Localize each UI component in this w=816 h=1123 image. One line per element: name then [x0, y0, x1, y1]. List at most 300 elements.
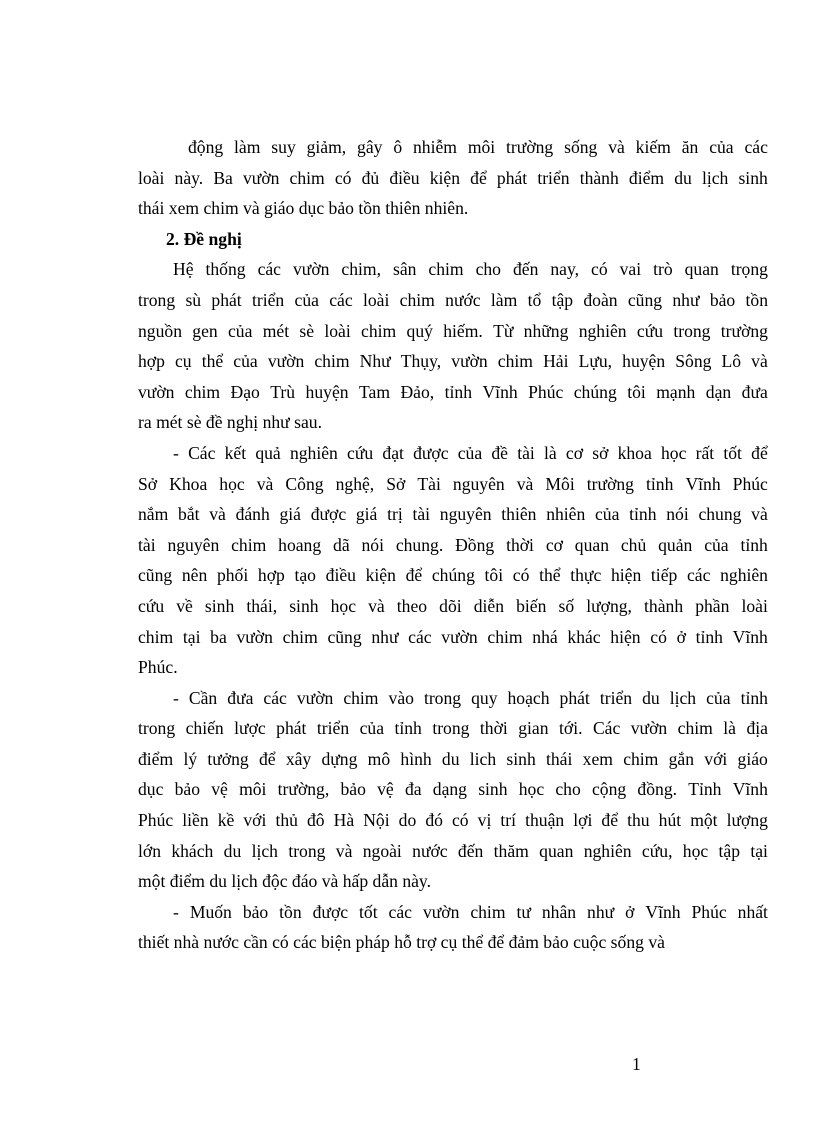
- word: Môi: [545, 473, 575, 494]
- word: của: [294, 289, 319, 310]
- word: và: [256, 473, 274, 494]
- word: sinh: [506, 748, 536, 769]
- word: gây: [357, 137, 383, 157]
- word: đề: [491, 442, 508, 463]
- word: cũng: [138, 565, 173, 586]
- word: do: [398, 810, 417, 831]
- word: sinh: [289, 595, 319, 616]
- word: vườn: [441, 626, 478, 647]
- word: bắt: [178, 504, 200, 525]
- word: kiện: [429, 167, 461, 188]
- word: và: [368, 595, 385, 616]
- word: suy: [271, 137, 296, 157]
- word: hoang: [278, 534, 322, 555]
- word: tưởng: [207, 748, 249, 769]
- word: đến: [512, 259, 539, 280]
- word: hợp: [138, 351, 165, 372]
- word: nước: [412, 840, 448, 861]
- word: Sông: [675, 351, 712, 372]
- word: Vĩnh: [685, 473, 721, 494]
- word: dã: [333, 534, 350, 555]
- word: lich: [469, 748, 497, 769]
- word: huyện: [622, 351, 666, 372]
- word: vai: [619, 259, 642, 280]
- text-line: ra mét sè đề nghị như sau.: [138, 412, 322, 433]
- word: các: [388, 901, 412, 922]
- word: khách: [171, 840, 214, 861]
- word: sinh: [204, 595, 235, 616]
- word: vào: [388, 687, 414, 708]
- word: môi: [467, 137, 496, 157]
- word: chim: [282, 626, 318, 647]
- word: ở: [625, 901, 635, 922]
- word: Thụy,: [400, 351, 442, 372]
- word: chim: [470, 901, 506, 922]
- word: nay,: [550, 259, 580, 280]
- word: vườn: [236, 626, 273, 647]
- word: làm: [490, 289, 518, 310]
- word: hợp: [257, 565, 285, 586]
- word: sân: [392, 259, 417, 280]
- word: trong: [432, 718, 470, 739]
- word: quả: [255, 442, 281, 463]
- word: quản: [658, 534, 693, 555]
- word: gen: [192, 320, 218, 341]
- word: Tỉnh: [688, 779, 722, 800]
- text-line: thiết nhà nước cần có các biện pháp hỗ trợ cụ thể để đảm bảo cuộc sống và: [138, 932, 665, 953]
- word: Tài: [417, 473, 441, 494]
- word: Các: [188, 442, 216, 463]
- text-line: [138, 744, 768, 775]
- word: hình: [400, 748, 432, 769]
- word: cứu,: [641, 840, 673, 861]
- word: thành: [644, 595, 684, 616]
- word: nguyên: [452, 473, 505, 494]
- page-number: 1: [632, 1054, 641, 1074]
- text-line: [138, 683, 768, 714]
- word: tài: [412, 504, 431, 525]
- word: để: [751, 442, 768, 463]
- word: chim: [487, 626, 523, 647]
- word: chim: [677, 718, 713, 739]
- word: với: [704, 748, 728, 769]
- word: kết: [224, 442, 247, 463]
- text-line: Phúc.: [138, 657, 178, 678]
- word: là: [723, 718, 736, 739]
- word: để: [405, 565, 423, 586]
- word: thái: [546, 748, 573, 769]
- word: của: [704, 534, 729, 555]
- word: nghiên: [578, 320, 627, 341]
- word: bảo: [174, 779, 201, 800]
- word: cho: [555, 779, 581, 800]
- word: động: [188, 137, 224, 157]
- word: Đạo: [230, 381, 260, 402]
- word: tổ: [527, 289, 542, 310]
- word: thể: [539, 565, 561, 586]
- text-line: [138, 897, 768, 928]
- word: du: [674, 167, 692, 188]
- word: giảm,: [306, 137, 347, 157]
- word: sở: [592, 442, 609, 463]
- word: phát: [276, 718, 307, 739]
- word: như: [672, 289, 700, 310]
- word: học: [518, 779, 545, 800]
- word: đa: [404, 779, 422, 800]
- word: trong: [288, 840, 326, 861]
- word: tồn: [745, 289, 768, 310]
- word: Tam: [359, 381, 391, 402]
- text-line: thái xem chim và giáo dục bảo tồn thiên nhiên.: [138, 198, 469, 219]
- word: tài: [517, 442, 535, 463]
- word: tập: [551, 289, 574, 310]
- word: hiếm.: [443, 320, 483, 341]
- word: Như: [359, 351, 391, 372]
- word: chủ: [620, 534, 647, 555]
- word: trị: [387, 504, 403, 525]
- word: cứu: [636, 320, 664, 341]
- word: du: [642, 687, 660, 708]
- word: cho: [475, 259, 501, 280]
- word: triển: [251, 289, 285, 310]
- word: hiện: [610, 626, 641, 647]
- text-line: [138, 622, 768, 653]
- word: trường: [720, 320, 768, 341]
- word: chúng: [431, 565, 475, 586]
- word: Đảo,: [400, 381, 435, 402]
- word: vị: [477, 810, 492, 831]
- word: điều: [389, 167, 420, 188]
- word: được: [413, 442, 449, 463]
- word: đưa: [227, 687, 254, 708]
- word: này.: [174, 167, 204, 188]
- text-line: [138, 560, 768, 591]
- word: tỉnh: [646, 473, 674, 494]
- word: chim,: [341, 259, 381, 280]
- word: cơ: [545, 534, 563, 555]
- word: nhân: [541, 901, 577, 922]
- word: thời: [479, 718, 508, 739]
- word: trọng: [730, 259, 768, 280]
- section-heading: 2. Đề nghị: [166, 228, 242, 249]
- word: chung: [698, 504, 742, 525]
- word: tốt: [723, 442, 742, 463]
- word: một: [690, 810, 718, 831]
- word: và: [335, 840, 353, 861]
- word: tại: [750, 840, 768, 861]
- text-line: [138, 591, 768, 622]
- text-line: [138, 377, 768, 408]
- text-line: [138, 346, 768, 377]
- text-line: [138, 132, 768, 163]
- word: nghiên: [583, 840, 632, 861]
- word: xem: [582, 748, 613, 769]
- word: như: [371, 626, 399, 647]
- word: thiên: [501, 504, 537, 525]
- word: của: [233, 351, 258, 372]
- word: sinh: [738, 167, 768, 188]
- word: dạng: [432, 779, 467, 800]
- word: vườn: [242, 167, 280, 188]
- word: lịch: [669, 687, 697, 708]
- word: Vĩnh: [645, 901, 681, 922]
- word: nhiên: [546, 504, 586, 525]
- word: gắn: [668, 748, 695, 769]
- word: nắm: [138, 504, 169, 525]
- word: vệ: [377, 779, 394, 800]
- word: các: [744, 137, 768, 157]
- word: nên: [181, 565, 208, 586]
- word: du: [441, 748, 460, 769]
- word: nói: [666, 504, 689, 525]
- word: Lô: [721, 351, 742, 372]
- word: chim: [314, 351, 350, 372]
- word: mét: [262, 320, 290, 341]
- word: gian: [518, 718, 549, 739]
- word: trong: [673, 320, 711, 341]
- word: vườn: [630, 718, 668, 739]
- text-line: một điểm du lịch độc đáo và hấp dẫn này.: [138, 871, 431, 892]
- word: cụ: [175, 351, 192, 372]
- word: tư: [516, 901, 531, 922]
- word: được: [312, 901, 349, 922]
- word: tỉnh: [629, 504, 657, 525]
- word: chim: [497, 351, 533, 372]
- word: triển: [316, 718, 350, 739]
- word: chim: [623, 748, 659, 769]
- word: ô: [393, 137, 403, 157]
- word: Từ: [493, 320, 514, 341]
- text-line: [138, 469, 768, 500]
- word: tỉnh: [444, 381, 473, 402]
- word: -: [173, 442, 179, 463]
- word: quan: [539, 840, 574, 861]
- word: lý: [183, 748, 198, 769]
- word: tập: [718, 840, 741, 861]
- word: lượng: [726, 810, 768, 831]
- word: thái,: [246, 595, 278, 616]
- word: phát: [496, 167, 528, 188]
- word: thống: [205, 259, 246, 280]
- word: như: [587, 901, 615, 922]
- body-text: [138, 132, 768, 958]
- word: du: [223, 840, 242, 861]
- word: thuận: [525, 810, 565, 831]
- word: vệ: [211, 779, 228, 800]
- word: thời: [506, 534, 534, 555]
- word: Khoa: [169, 473, 208, 494]
- word: của: [706, 687, 731, 708]
- word: chim: [138, 626, 174, 647]
- word: tỉnh: [740, 534, 768, 555]
- word: các: [329, 289, 353, 310]
- word: đánh: [235, 504, 270, 525]
- word: những: [523, 320, 569, 341]
- word: đạt: [382, 442, 404, 463]
- word: trong: [138, 289, 176, 310]
- word: tại: [182, 626, 201, 647]
- word: đến: [457, 840, 484, 861]
- word: ngoài: [362, 840, 402, 861]
- word: đưa: [741, 381, 768, 402]
- word: có: [650, 626, 667, 647]
- word: thu: [627, 810, 650, 831]
- word: tỉnh: [394, 718, 422, 739]
- word: dạn: [705, 381, 732, 402]
- text-line: [138, 805, 768, 836]
- word: sống: [564, 137, 598, 157]
- word: lịch: [251, 840, 278, 861]
- text-line: [138, 285, 768, 316]
- word: nghiên: [289, 442, 338, 463]
- word: có: [512, 565, 530, 586]
- word: làm: [234, 137, 261, 157]
- word: là: [543, 442, 557, 463]
- word: trò: [653, 259, 673, 280]
- word: tạo: [294, 565, 316, 586]
- word: Đồng: [455, 534, 495, 555]
- word: chim: [361, 320, 397, 341]
- word: hút: [658, 810, 682, 831]
- word: liền: [182, 810, 209, 831]
- word: sinh: [478, 779, 508, 800]
- word: nguồn: [138, 320, 182, 341]
- word: chim: [428, 259, 464, 280]
- word: Vĩnh: [482, 381, 518, 402]
- text-line: [138, 438, 768, 469]
- word: giá: [279, 504, 301, 525]
- word: loài: [138, 167, 165, 188]
- word: huyện: [305, 381, 349, 402]
- word: các: [408, 626, 432, 647]
- word: diễn: [473, 595, 505, 616]
- word: vườn: [451, 351, 488, 372]
- word: cứu: [138, 595, 165, 616]
- word: của: [709, 137, 734, 157]
- word: Sở: [138, 473, 158, 494]
- word: Nội: [363, 810, 390, 831]
- word: chim: [231, 534, 267, 555]
- word: nghiên: [720, 565, 768, 586]
- word: Hệ: [173, 259, 194, 280]
- word: trong: [423, 687, 462, 708]
- word: hoạch: [507, 687, 550, 708]
- word: các: [263, 687, 287, 708]
- word: trí: [500, 810, 517, 831]
- word: Phúc: [528, 381, 564, 402]
- word: kiện: [365, 565, 396, 586]
- word: đồng.: [637, 779, 678, 800]
- word: và: [751, 504, 768, 525]
- word: sù: [185, 289, 202, 310]
- word: điểm: [138, 748, 174, 769]
- word: Các: [592, 718, 621, 739]
- word: giá: [355, 504, 378, 525]
- text-line: [138, 530, 768, 561]
- word: và: [608, 137, 625, 157]
- word: trường: [586, 473, 634, 494]
- word: dựng: [321, 748, 358, 769]
- word: lợi: [573, 810, 593, 831]
- word: Ba: [213, 167, 233, 188]
- word: cũng: [627, 289, 663, 310]
- word: nói: [361, 534, 384, 555]
- word: dõi: [439, 595, 462, 616]
- word: các: [257, 259, 281, 280]
- word: vườn: [267, 351, 305, 372]
- word: nghệ,: [335, 473, 375, 494]
- word: nguyên: [167, 534, 220, 555]
- word: có: [451, 810, 469, 831]
- word: quý: [406, 320, 433, 341]
- word: nước: [445, 289, 481, 310]
- word: được: [310, 504, 347, 525]
- word: hiện: [610, 565, 642, 586]
- word: Hải: [543, 351, 569, 372]
- word: quan: [684, 259, 719, 280]
- word: của: [457, 442, 483, 463]
- word: loài: [362, 289, 390, 310]
- word: học: [682, 840, 709, 861]
- word: bảo: [340, 779, 366, 800]
- word: lịch: [701, 167, 729, 188]
- word: lược: [234, 718, 266, 739]
- word: đô: [306, 810, 325, 831]
- word: ăn: [681, 137, 699, 157]
- word: để: [601, 810, 619, 831]
- word: chim: [343, 687, 379, 708]
- word: chúng: [573, 381, 617, 402]
- word: phần: [695, 595, 730, 616]
- word: quan: [574, 534, 609, 555]
- word: vườn: [292, 259, 330, 280]
- word: địa: [746, 718, 768, 739]
- word: Muốn: [189, 901, 232, 922]
- word: tỉnh: [695, 626, 723, 647]
- word: của: [359, 718, 385, 739]
- word: thăm: [493, 840, 529, 861]
- word: lượng,: [586, 595, 632, 616]
- word: số: [558, 595, 575, 616]
- word: -: [173, 901, 179, 922]
- word: thủ: [275, 810, 298, 831]
- word: kiếm: [635, 137, 671, 157]
- word: để: [470, 167, 487, 188]
- word: môi: [239, 779, 267, 800]
- word: tôi: [484, 565, 504, 586]
- word: vườn: [296, 687, 334, 708]
- word: về: [176, 595, 193, 616]
- word: trường,: [277, 779, 330, 800]
- word: theo: [396, 595, 428, 616]
- word: dục: [138, 779, 164, 800]
- word: chim: [399, 289, 435, 310]
- text-line: [138, 713, 768, 744]
- word: phát: [559, 687, 590, 708]
- word: tồn: [279, 901, 302, 922]
- word: Trù: [270, 381, 296, 402]
- word: phối: [216, 565, 249, 586]
- word: để: [258, 748, 276, 769]
- word: điều: [325, 565, 356, 586]
- word: loài: [324, 320, 351, 341]
- word: triển: [599, 687, 633, 708]
- word: cũng: [327, 626, 362, 647]
- text-line: [138, 163, 768, 194]
- word: Phúc: [138, 810, 174, 831]
- word: thành: [579, 167, 619, 188]
- word: đoàn: [583, 289, 618, 310]
